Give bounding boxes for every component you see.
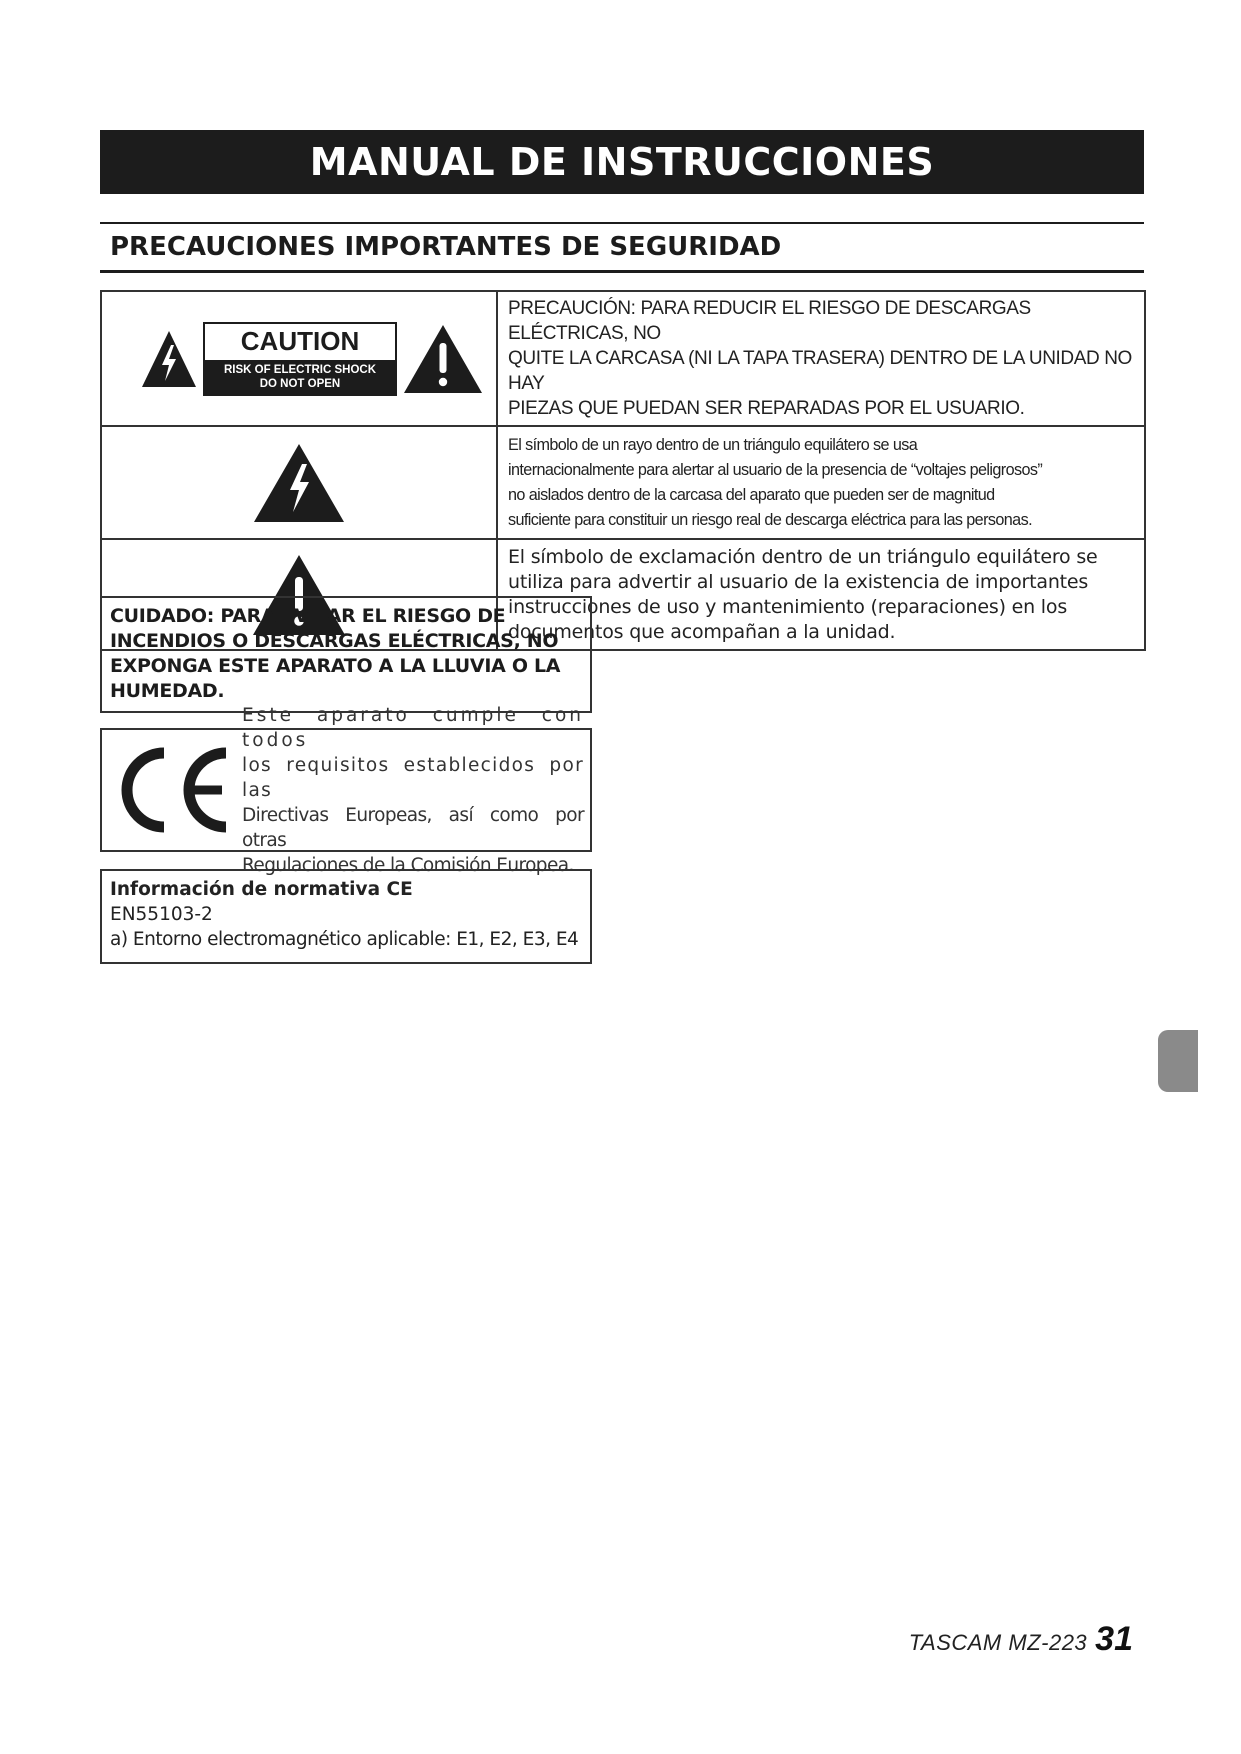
ce-regulatory-info-box (100, 869, 592, 964)
text-line: documentos que acompañan a la unidad. (508, 620, 896, 643)
lightning-triangle-icon (252, 442, 346, 524)
section-title: PRECAUCIONES IMPORTANTES DE SEGURIDAD (110, 232, 782, 262)
lightning-cell (101, 426, 497, 539)
exclamation-description (497, 539, 1145, 650)
footer-brand: TASCAM MZ-223 (908, 1630, 1088, 1655)
warning-line: EXPONGA ESTE APARATO A LA LLUVIA O LA (110, 655, 561, 677)
caution-sub-line: RISK OF ELECTRIC SHOCK (223, 363, 377, 376)
exclamation-triangle-icon (402, 323, 484, 395)
ce-info-environment: a) Entorno electromagnético aplicable: E1, E2, E3, E4 (110, 929, 579, 950)
caution-word: CAUTION (240, 326, 360, 356)
ce-mark-icon (112, 745, 232, 835)
text-line: PIEZAS QUE PUEDAN SER REPARADAS POR EL USUARIO. (508, 398, 1025, 419)
text-line: QUITE LA CARCASA (NI LA TAPA TRASERA) DENTRO DE LA UNIDAD NO HAY (508, 348, 1132, 394)
caution-subtext (205, 360, 395, 394)
text-line: El símbolo de exclamación dentro de un triángulo equilátero se (508, 545, 1098, 568)
caution-sub-line: DO NOT OPEN (259, 377, 341, 390)
lightning-description (497, 426, 1145, 539)
manual-title: MANUAL DE INSTRUCCIONES (309, 140, 935, 184)
caution-description (497, 291, 1145, 426)
section-rule-top (100, 222, 1144, 224)
lightning-triangle-icon (140, 329, 198, 389)
ce-line: Directivas Europeas, así como por otras (242, 804, 584, 851)
text-line: utiliza para advertir al usuario de la existencia de importantes (508, 570, 1089, 593)
ce-info-title: Información de normativa CE (110, 879, 413, 900)
page-footer (909, 1620, 1133, 1659)
fire-shock-warning-box (100, 596, 592, 713)
ce-compliance-box (100, 704, 592, 876)
text-line: PRECAUCIÓN: PARA REDUCIR EL RIESGO DE DESCARGAS ELÉCTRICAS, NO (508, 298, 1031, 344)
caution-cell (101, 291, 497, 426)
text-line: suficiente para constituir un riesgo real de descarga eléctrica para las personas. (508, 510, 1032, 529)
warning-line: HUMEDAD. (110, 680, 225, 702)
text-line: instrucciones de uso y mantenimiento (reparaciones) en los (508, 595, 1068, 618)
ce-compliance-text (232, 703, 584, 878)
ce-line: Este aparato cumple con todos (242, 704, 584, 751)
manual-title-banner (100, 130, 1144, 194)
page-number: 31 (1095, 1620, 1133, 1658)
ce-line: los requisitos establecidos por las (242, 754, 584, 801)
text-line: internacionalmente para alertar al usuario de la presencia de “voltajes peligrosos” (508, 460, 1043, 479)
caution-label (203, 322, 397, 396)
ce-line: Regulaciones de la Comisión Europea. (242, 854, 574, 876)
section-rule-bottom (100, 270, 1144, 273)
symbols-row-lightning (101, 426, 1145, 539)
symbols-row-caution (101, 291, 1145, 426)
chapter-tab (1158, 1030, 1198, 1092)
warning-line: CUIDADO: PARA EVITAR EL RIESGO DE (110, 605, 506, 627)
text-line: no aislados dentro de la carcasa del aparato que pueden ser de magnitud (508, 485, 995, 504)
ce-info-standard: EN55103-2 (110, 904, 213, 925)
text-line: El símbolo de un rayo dentro de un triángulo equilátero se usa (508, 435, 918, 454)
warning-line: INCENDIOS O DESCARGAS ELÉCTRICAS, NO (110, 630, 559, 652)
